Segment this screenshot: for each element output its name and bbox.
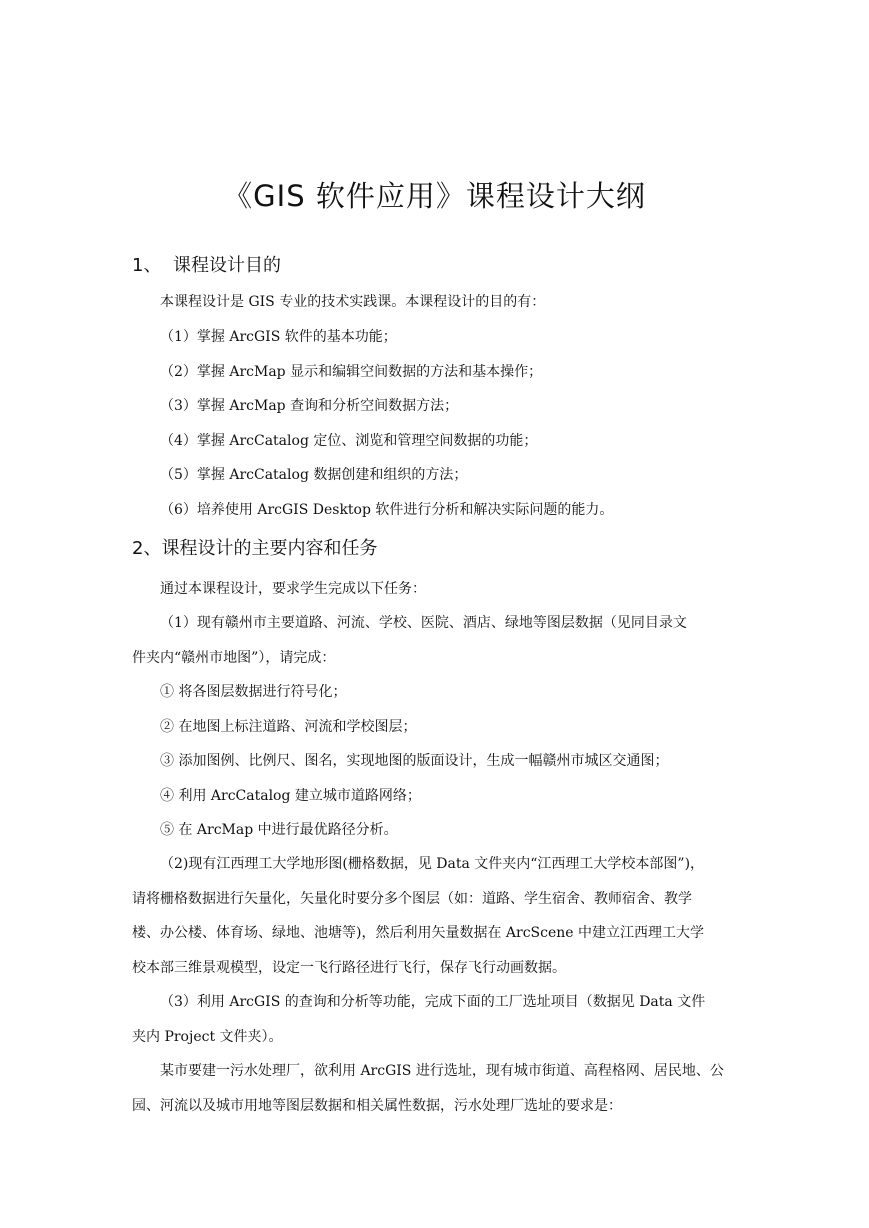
objective-item-2: （2）掌握 ArcMap 显示和编辑空间数据的方法和基本操作； [160, 364, 543, 380]
task-1-subitem-4: ④ 利用 ArcCatalog 建立城市道路网络； [160, 788, 421, 804]
objective-item-3: （3）掌握 ArcMap 查询和分析空间数据方法； [160, 398, 459, 414]
task-1-subitem-3: ③ 添加图例、比例尺、图名，实现地图的版面设计，生成一幅赣州市城区交通图； [160, 753, 669, 769]
task-2-line-1: （2)现有江西理工大学地形图(栅格数据，见 Data 文件夹内“江西理工大学校本部图”)， [160, 856, 705, 872]
task-2-line-3: 楼、办公楼、体育场、绿地、池塘等)，然后利用矢量数据在 ArcScene 中建立江西理工大学 [132, 925, 705, 941]
objective-item-5: （5）掌握 ArcCatalog 数据创建和组织的方法； [160, 467, 468, 483]
section-1-number: 1、 [132, 255, 162, 276]
site-selection-line-1: 某市要建一污水处理厂，欲利用 ArcGIS 进行选址，现有城市街道、高程格网、居民地、公 [160, 1063, 724, 1079]
objective-item-4: （4）掌握 ArcCatalog 定位、浏览和管理空间数据的功能； [160, 433, 538, 449]
task-1-subitem-1: ① 将各图层数据进行符号化； [160, 684, 347, 700]
section-2-intro: 通过本课程设计，要求学生完成以下任务： [160, 581, 426, 597]
task-1-line-2: 件夹内“赣州市地图”），请完成： [132, 650, 336, 666]
section-2-title: 课程设计的主要内容和任务 [161, 538, 378, 559]
section-2-heading [132, 535, 377, 563]
section-1-title: 课程设计目的 [173, 255, 281, 276]
task-3-line-2: 夹内 Project 文件夹）。 [132, 1029, 283, 1045]
objective-item-1: （1）掌握 ArcGIS 软件的基本功能； [160, 329, 397, 345]
site-selection-line-2: 园、河流以及城市用地等图层数据和相关属性数据，污水处理厂选址的要求是： [132, 1098, 622, 1114]
task-1-subitem-5: ⑤ 在 ArcMap 中进行最优路径分析。 [160, 822, 398, 838]
document-title: 《GIS 软件应用》课程设计大纲 [223, 179, 646, 213]
task-2-line-2: 请将栅格数据进行矢量化，矢量化时要分多个图层（如：道路、学生宿舍、教师宿舍、教学 [132, 891, 692, 907]
section-1-heading [132, 252, 281, 280]
objective-item-6: （6）培养使用 ArcGIS Desktop 软件进行分析和解决实际问题的能力。 [160, 502, 614, 518]
section-1-intro: 本课程设计是 GIS 专业的技术实践课。本课程设计的目的有： [160, 294, 546, 310]
task-3-line-1: （3）利用 ArcGIS 的查询和分析等功能，完成下面的工厂选址项目（数据见 Data 文件 [160, 994, 706, 1010]
section-2-number: 2、 [132, 538, 162, 559]
task-1-subitem-2: ② 在地图上标注道路、河流和学校图层； [160, 719, 417, 735]
task-1-line-1: （1）现有赣州市主要道路、河流、学校、医院、酒店、绿地等图层数据（见同目录文 [160, 615, 687, 631]
task-2-line-4: 校本部三维景观模型，设定一飞行路径进行飞行，保存飞行动画数据。 [132, 960, 566, 976]
